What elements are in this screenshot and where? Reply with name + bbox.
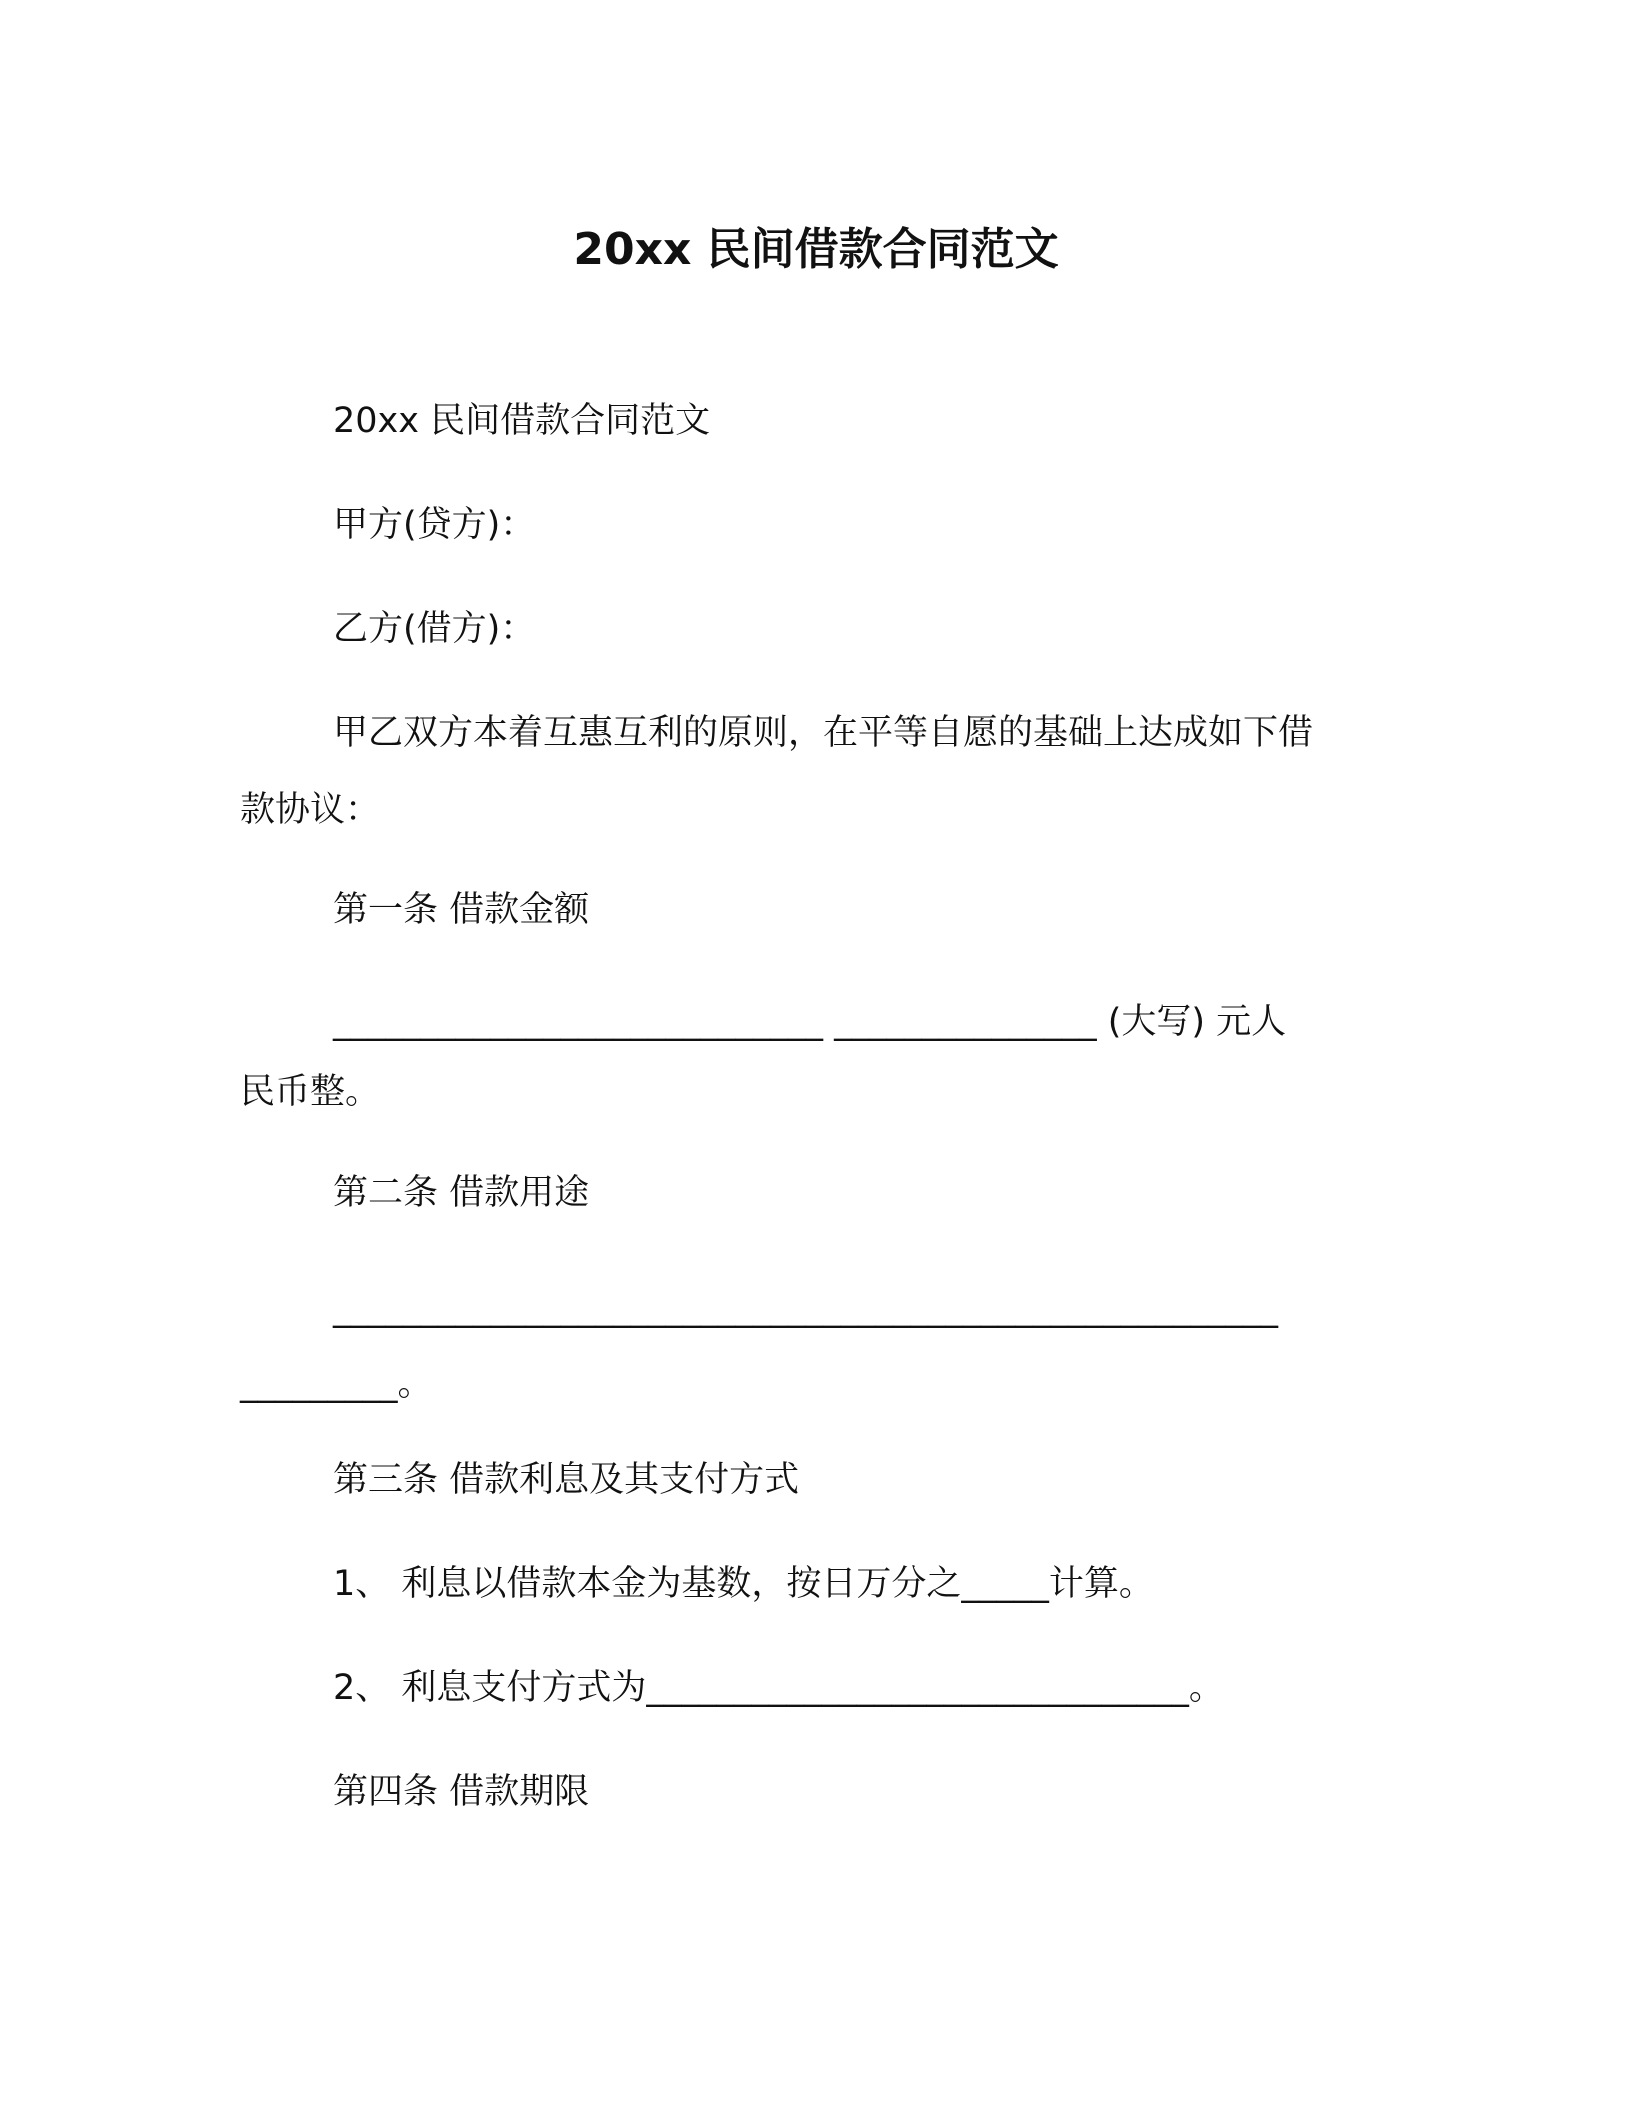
party-b-line: 乙方(借方)： [333,609,536,649]
document-title: 20xx 民间借款合同范文 [573,224,1059,275]
preamble-line-1: 甲乙双方本着互惠互利的原则，在平等自愿的基础上达成如下借 [333,713,1314,753]
purpose-blank-line-1: ______________________________________________________ [333,1289,1278,1329]
amount-blank-line: ____________________________ _______________ (大写) 元人 [333,1002,1287,1042]
party-a-line: 甲方(贷方)： [333,505,536,545]
interest-rate-item: 1、 利息以借款本金为基数，按日万分之_____计算。 [333,1564,1154,1604]
article-2-heading: 第二条 借款用途 [333,1173,590,1213]
preamble-line-2: 款协议： [240,790,381,830]
purpose-blank-line-2: _________。 [240,1364,433,1404]
subtitle-line: 20xx 民间借款合同范文 [333,401,711,441]
article-1-heading: 第一条 借款金额 [333,890,590,930]
interest-payment-item: 2、 利息支付方式为_______________________________。 [333,1668,1224,1708]
article-3-heading: 第三条 借款利息及其支付方式 [333,1460,800,1500]
article-4-heading: 第四条 借款期限 [333,1772,590,1812]
amount-continuation-line: 民币整。 [240,1072,381,1112]
